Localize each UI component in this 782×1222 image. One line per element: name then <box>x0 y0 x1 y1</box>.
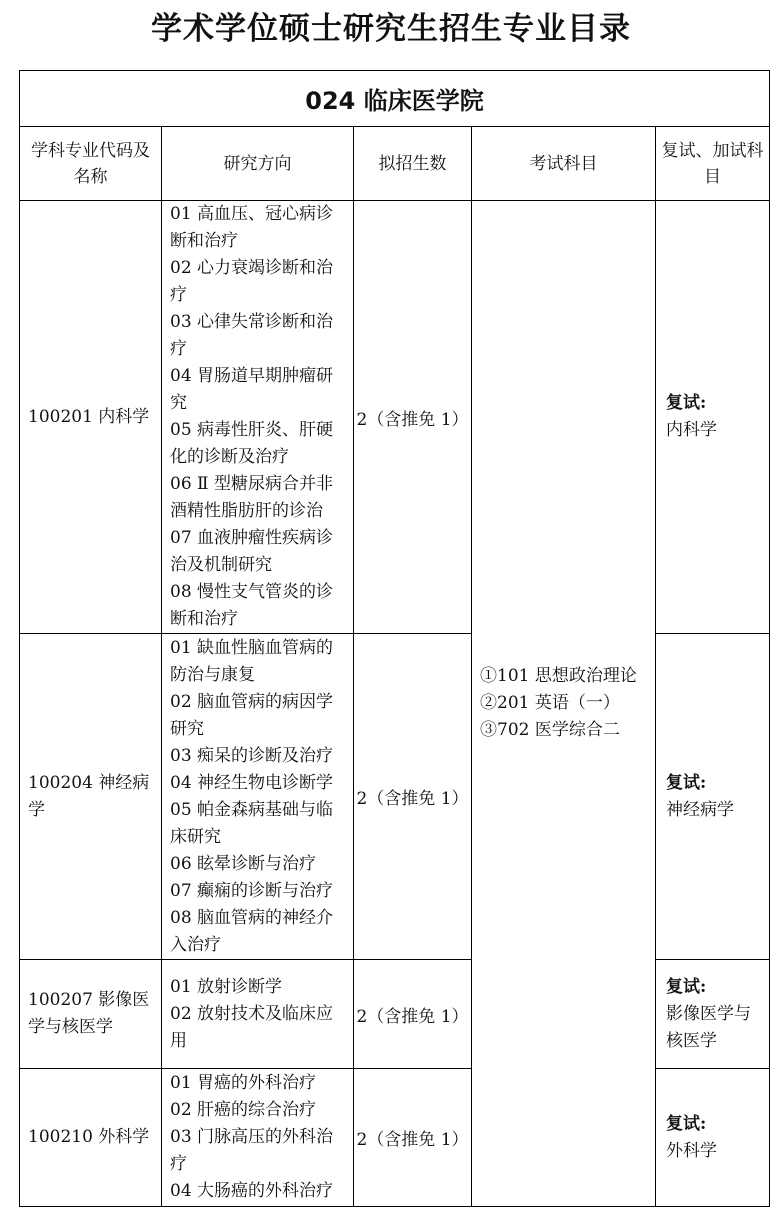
exam-subject: ①101 思想政治理论 <box>480 666 637 686</box>
list-item: 01 高血压、冠心病诊断和治疗 <box>170 204 334 251</box>
retest-label: 复试: <box>666 772 707 793</box>
list-item: 01 胃癌的外科治疗 <box>170 1073 317 1093</box>
retest-label: 复试: <box>666 976 707 997</box>
research-directions <box>162 1069 354 1207</box>
list-item: 04 大肠癌的外科治疗 <box>170 1181 334 1201</box>
exam-subjects <box>472 201 656 1207</box>
retest-subject: 影像医学与核医学 <box>666 1003 751 1051</box>
header-retest: 复试、加试科目 <box>656 127 770 201</box>
list-item: 02 脑血管病的病因学研究 <box>170 691 334 739</box>
enrollment-quota: 2（含推免 1） <box>354 201 472 634</box>
retest-subject: 内科学 <box>666 420 717 440</box>
table-row <box>20 634 770 960</box>
enrollment-quota: 2（含推免 1） <box>354 1069 472 1207</box>
retest-subjects <box>656 960 770 1069</box>
list-item: 04 胃肠道早期肿瘤研究 <box>170 366 334 413</box>
list-item: 08 慢性支气管炎的诊断和治疗 <box>170 582 334 629</box>
major-code-name: 100210 外科学 <box>20 1069 162 1207</box>
major-code-name: 100207 影像医学与核医学 <box>20 960 162 1069</box>
list-item: 02 心力衰竭诊断和治疗 <box>170 258 334 305</box>
retest-subjects <box>656 201 770 634</box>
page-title: 学术学位硕士研究生招生专业目录 <box>151 11 631 47</box>
header-major: 学科专业代码及名称 <box>20 127 162 201</box>
table-row <box>20 1069 770 1207</box>
retest-label: 复试: <box>666 393 707 413</box>
header-direction: 研究方向 <box>162 127 354 201</box>
enrollment-quota: 2（含推免 1） <box>354 634 472 960</box>
research-directions <box>162 634 354 960</box>
header-quota: 拟招生数 <box>354 127 472 201</box>
list-item: 04 神经生物电诊断学 <box>170 772 334 793</box>
exam-subject: ③702 医学综合二 <box>480 720 620 740</box>
college-name: 024 临床医学院 <box>20 71 770 127</box>
table-row <box>20 201 770 634</box>
list-item: 08 脑血管病的神经介入治疗 <box>170 907 334 955</box>
catalog-table <box>19 70 770 1207</box>
exam-subject: ②201 英语（一） <box>480 693 620 713</box>
list-item: 01 缺血性脑血管病的防治与康复 <box>170 637 334 685</box>
list-item: 03 心律失常诊断和治疗 <box>170 312 334 359</box>
major-code-name: 100204 神经病学 <box>20 634 162 960</box>
list-item: 01 放射诊断学 <box>170 976 283 997</box>
list-item: 07 癫痫的诊断与治疗 <box>170 880 334 901</box>
list-item: 06 眩晕诊断与治疗 <box>170 853 317 874</box>
retest-label: 复试: <box>666 1113 707 1134</box>
header-exam: 考试科目 <box>472 127 656 201</box>
header-row <box>20 127 770 201</box>
list-item: 05 帕金森病基础与临床研究 <box>170 799 334 847</box>
retest-subject: 外科学 <box>666 1140 717 1161</box>
retest-subject: 神经病学 <box>666 799 734 820</box>
research-directions <box>162 201 354 634</box>
list-item: 07 血液肿瘤性疾病诊治及机制研究 <box>170 528 334 575</box>
list-item: 03 痴呆的诊断及治疗 <box>170 745 334 766</box>
table-row <box>20 960 770 1069</box>
list-item: 02 放射技术及临床应用 <box>170 1003 334 1051</box>
list-item: 05 病毒性肝炎、肝硬化的诊断及治疗 <box>170 420 334 467</box>
research-directions <box>162 960 354 1069</box>
list-item: 02 肝癌的综合治疗 <box>170 1100 317 1120</box>
enrollment-quota: 2（含推免 1） <box>354 960 472 1069</box>
major-code-name: 100201 内科学 <box>20 201 162 634</box>
list-item: 03 门脉高压的外科治疗 <box>170 1127 334 1174</box>
retest-subjects <box>656 634 770 960</box>
retest-subjects <box>656 1069 770 1207</box>
list-item: 06 Ⅱ 型糖尿病合并非酒精性脂肪肝的诊治 <box>170 474 333 521</box>
